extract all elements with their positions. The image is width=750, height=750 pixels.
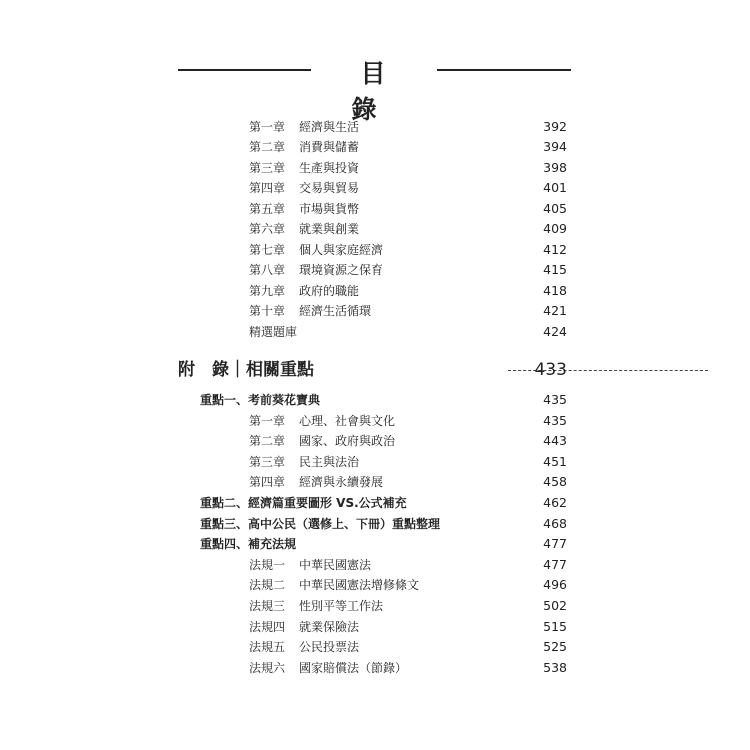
toc-entry-exam-bank[interactable] xyxy=(249,322,750,342)
page-number: 398 xyxy=(543,160,567,175)
page-number: 435 xyxy=(543,392,567,407)
toc-section-point-4[interactable] xyxy=(200,534,750,554)
toc-entry[interactable] xyxy=(249,658,750,678)
toc-entry[interactable] xyxy=(249,431,750,451)
chapter-title: 經濟生活循環 xyxy=(299,304,372,318)
law-title: 國家賠償法（節錄） xyxy=(299,661,408,675)
toc-entry[interactable] xyxy=(249,219,750,239)
chapter-title: 生產與投資 xyxy=(299,161,360,175)
toc-entry[interactable] xyxy=(249,637,750,657)
page-number: 443 xyxy=(543,433,567,448)
toc-appendix-heading[interactable] xyxy=(178,358,750,382)
chapter-title: 個人與家庭經濟 xyxy=(299,243,384,257)
law-number: 法規六 xyxy=(249,661,286,675)
chapter-number: 第三章 xyxy=(249,455,286,469)
law-title: 中華民國憲法 xyxy=(299,558,372,572)
page-number: 538 xyxy=(543,660,567,675)
page-number: 462 xyxy=(543,495,567,510)
toc-section-point-3[interactable] xyxy=(200,514,750,534)
chapter-title: 心理、社會與文化 xyxy=(299,414,396,428)
appendix-title: 附 錄｜相關重點 xyxy=(178,360,314,380)
toc-entry[interactable] xyxy=(249,472,750,492)
chapter-number: 第八章 xyxy=(249,263,286,277)
page-number: 525 xyxy=(543,639,567,654)
chapter-title: 市場與貨幣 xyxy=(299,202,360,216)
chapter-number: 第二章 xyxy=(249,140,286,154)
toc-entry[interactable] xyxy=(249,137,750,157)
page-number: 458 xyxy=(543,474,567,489)
chapter-number: 第四章 xyxy=(249,181,286,195)
page-number: 515 xyxy=(543,619,567,634)
toc-entry[interactable] xyxy=(249,575,750,595)
page-number: 418 xyxy=(543,283,567,298)
chapter-title: 經濟與永續發展 xyxy=(299,475,384,489)
chapter-number: 第一章 xyxy=(249,414,286,428)
toc-section-point-1[interactable] xyxy=(200,390,750,410)
chapter-number: 第七章 xyxy=(249,243,286,257)
chapter-title: 經濟與生活 xyxy=(299,120,360,134)
section-title: 重點一、考前葵花寶典 xyxy=(200,393,321,407)
page-number: 435 xyxy=(543,413,567,428)
chapter-title: 國家、政府與政治 xyxy=(299,434,396,448)
page-number: 477 xyxy=(543,557,567,572)
chapter-title: 就業與創業 xyxy=(299,222,360,236)
toc-entry[interactable] xyxy=(249,240,750,260)
page-number: 421 xyxy=(543,303,567,318)
title-rule-right xyxy=(437,69,571,71)
law-number: 法規一 xyxy=(249,558,286,572)
chapter-number: 第五章 xyxy=(249,202,286,216)
toc-entry[interactable] xyxy=(249,555,750,575)
law-number: 法規二 xyxy=(249,578,286,592)
section-title: 重點四、補充法規 xyxy=(200,537,297,551)
law-title: 性別平等工作法 xyxy=(299,599,384,613)
chapter-title: 民主與法治 xyxy=(299,455,360,469)
page-number: 477 xyxy=(543,536,567,551)
chapter-number: 第六章 xyxy=(249,222,286,236)
law-number: 法規四 xyxy=(249,620,286,634)
law-title: 就業保險法 xyxy=(299,620,360,634)
toc-entry[interactable] xyxy=(249,596,750,616)
chapter-number: 第四章 xyxy=(249,475,286,489)
page-number: 394 xyxy=(543,139,567,154)
page-number: 502 xyxy=(543,598,567,613)
chapter-title: 交易與貿易 xyxy=(299,181,360,195)
page-number: 392 xyxy=(543,119,567,134)
chapter-number: 第二章 xyxy=(249,434,286,448)
chapter-title: 消費與儲蓄 xyxy=(299,140,360,154)
toc-entry[interactable] xyxy=(249,411,750,431)
toc-entry[interactable] xyxy=(249,199,750,219)
toc-entry[interactable] xyxy=(249,178,750,198)
chapter-title: 環境資源之保育 xyxy=(299,263,384,277)
page-number: 496 xyxy=(543,577,567,592)
toc-entry[interactable] xyxy=(249,301,750,321)
toc-entry[interactable] xyxy=(249,260,750,280)
page-number: 424 xyxy=(543,324,567,339)
chapter-number: 第十章 xyxy=(249,304,286,318)
page-number: 468 xyxy=(543,516,567,531)
law-number: 法規三 xyxy=(249,599,286,613)
law-number: 法規五 xyxy=(249,640,286,654)
chapter-title: 政府的職能 xyxy=(299,284,360,298)
page-number: 415 xyxy=(543,262,567,277)
toc-entry[interactable] xyxy=(249,117,750,137)
page-number: 433 xyxy=(534,360,567,380)
toc-entry[interactable] xyxy=(249,158,750,178)
chapter-number: 第三章 xyxy=(249,161,286,175)
toc-section-point-2[interactable] xyxy=(200,493,750,513)
law-title: 公民投票法 xyxy=(299,640,360,654)
toc-entry[interactable] xyxy=(249,617,750,637)
page-number: 412 xyxy=(543,242,567,257)
law-title: 中華民國憲法增修條文 xyxy=(299,578,420,592)
toc-entry[interactable] xyxy=(249,281,750,301)
page-number: 405 xyxy=(543,201,567,216)
toc-entry[interactable] xyxy=(249,452,750,472)
section-title: 重點三、高中公民（選修上、下冊）重點整理 xyxy=(200,517,441,531)
toc-title-row xyxy=(178,58,571,124)
page-number: 401 xyxy=(543,180,567,195)
section-title: 重點二、經濟篇重要圖形 VS.公式補充 xyxy=(200,496,407,510)
page-title: 目 錄 xyxy=(351,59,404,124)
page-number: 409 xyxy=(543,221,567,236)
chapter-number: 第一章 xyxy=(249,120,286,134)
page-number: 451 xyxy=(543,454,567,469)
title-rule-left xyxy=(178,69,311,71)
chapter-number: 第九章 xyxy=(249,284,286,298)
entry-title: 精選題庫 xyxy=(249,325,298,339)
